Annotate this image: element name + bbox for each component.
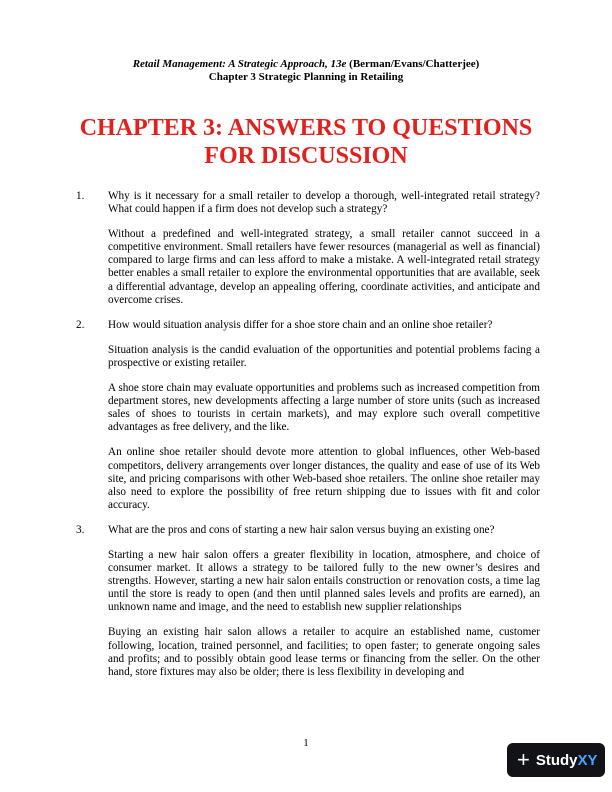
brand-main: Study — [535, 751, 578, 769]
header-line-1 — [0, 58, 612, 71]
running-header — [0, 58, 612, 84]
chapter-subtitle: Chapter 3 Strategic Planning in Retailing — [208, 71, 404, 83]
question-number: 2. — [76, 318, 85, 331]
question-text: What are the pros and cons of starting a new hair salon versus buying an existing one? — [108, 523, 495, 536]
plus-icon: + — [517, 747, 530, 772]
question-2 — [76, 319, 540, 512]
questions-list — [76, 190, 540, 691]
page-title: CHAPTER 3: ANSWERS TO QUESTIONS FOR DISCUSSION — [79, 115, 533, 169]
question-number: 3. — [76, 523, 85, 536]
answer-paragraph: Buying an existing hair salon allows a retailer to acquire an established name, customer following, location, trained personnel, and facilities; to open faster; to generate ongoing sales and profits; and to possibly obtain good lease terms or financing from the seller. On the other hand, store fixtures may also be older; there is less flexibility in developing and — [108, 626, 540, 678]
answer-paragraph: An online shoe retailer should devote more attention to global influences, other Web-based competitors, delivery arrangements over longer distances, the quality and ease of use of its Web site, and pricing comparisons with other Web-based shoe retailers. The online shoe retailer may also need to explore the possibility of free return shipping due to issues with fit and color accuracy. — [108, 446, 540, 511]
brand-accent: XY — [577, 751, 598, 769]
page-number: 1 — [303, 737, 309, 749]
book-authors: (Berman/Evans/Chatterjee) — [346, 58, 480, 70]
studyxy-badge[interactable] — [507, 743, 605, 777]
answer-paragraph: Without a predefined and well-integrated strategy, a small retailer cannot succeed in a competitive environment. Small retailers have fewer resources (managerial as well as financial) compared to large firms and can less afford to make a mistake. A well-integrated retail strategy better enables a small retailer to explore the environmental opportunities that are available, seek a differential advantage, develop an appealing offering, coordinate activities, and anticipate and overcome crises. — [108, 228, 540, 306]
book-title: Retail Management: A Strategic Approach, 13e — [132, 58, 347, 70]
question-text: How would situation analysis differ for a shoe store chain and an online shoe retailer? — [108, 318, 493, 331]
question-number: 1. — [76, 190, 85, 202]
answer-paragraph: A shoe store chain may evaluate opportunities and problems such as increased competition from department stores, new developments affecting a large number of store units (such as increased sales of shoes to tourists in certain markets), and may explore such overall competitive advantages as free delivery, and the like. — [108, 382, 540, 434]
question-1 — [76, 190, 540, 307]
answer-paragraph: Starting a new hair salon offers a greater flexibility in location, atmosphere, and choice of consumer market. It allows a strategy to be tailored fully to the new owner’s desires and strengths. However, starting a new hair salon entails construction or renovation costs, a time lag until the store is ready to open (and then until planned sales levels and profits are earned), an unknown name and image, and the need to establish new supplier relationships — [108, 548, 540, 614]
answer-paragraph: Situation analysis is the candid evaluation of the opportunities and potential problems facing a prospective or existing retailer. — [108, 343, 540, 369]
question-3 — [76, 524, 540, 679]
question-text: Why is it necessary for a small retailer to develop a thorough, well-integrated retail strategy? What could happen if a firm does not develop such a strategy? — [108, 190, 540, 216]
